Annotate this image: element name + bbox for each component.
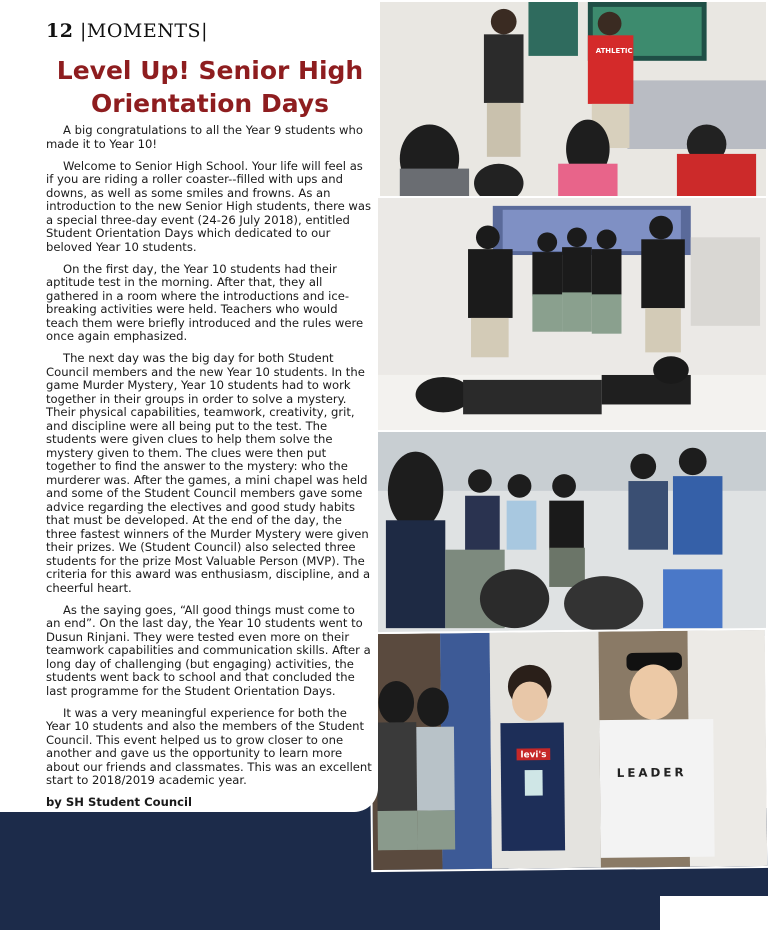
photo-icebreaker-game [372, 196, 768, 434]
paragraph: A big congratulations to all the Year 9 students who made it to Year 10! [46, 123, 363, 151]
paragraph: On the first day, the Year 10 students had their aptitude test in the morning. After that, they all gathered in a room where the introductions and ice-breaking activities were held. Teachers who would teach them were briefly introduced and the rules were once again emphasized. [46, 261, 364, 343]
article-body [46, 124, 372, 810]
photo-classroom-presentation [378, 0, 768, 200]
photo-murder-mystery-game [374, 430, 768, 638]
page-number: 12 [46, 20, 74, 42]
title-line-2: Orientation Days [91, 89, 329, 118]
paragraph: The next day was the big day for both Student Council members and the new Year 10 students. In the game Murder Mystery, Year 10 students had to work together in their groups in order to solve a mystery. Their physical capabilities, teamwork, creativity, grit, and discipline were all being put to the test. The students were given clues to help them solve the mystery given to them. The clues were then put together to find the answer to the mystery: who the murderer was. After the games, a mini chapel was held and some of the Student Council members gave some advice regarding the electives and good study habits that must be developed. At the end of the day, the three fastest winners of the Murder Mystery were given their prizes. We (Student Council) also selected three students for the prize Most Valuable Person (MVP). The criteria for this award was enthusiasm, discipline, and a cheerful heart. [46, 351, 371, 595]
article-title [40, 54, 380, 120]
paragraph: As the saying goes, “All good things must come to an end”. On the last day, the Year 10 students went to Dusun Rinjani. They were tested even more on their teamwork capabilities and communication skills. After a long day of challenging (but engaging) activities, the students went back to school and that concluded the last programme for the Student Orientation Days. [46, 602, 371, 698]
section-label: |MOMENTS| [80, 20, 208, 42]
shirt-logo: levi's [520, 750, 547, 761]
photo-students-smiling [369, 628, 768, 872]
title-line-1: Level Up! Senior High [56, 56, 364, 85]
article-column [0, 0, 378, 812]
shirt-print-leader: LEADER [616, 765, 687, 781]
paragraph: Welcome to Senior High School. Your life will feel as if you are riding a roller coaster--filled with ups and downs, as well as some smiles and frowns. As an introduction to the new Senior High students, there was a special three-day event (24-26 July 2018), entitled Student Orientation Days which dedicated to our beloved Year 10 students. [46, 158, 372, 254]
byline: by SH Student Council [46, 795, 192, 809]
page-header [46, 20, 208, 42]
shirt-print: ATHLETIC [595, 46, 633, 55]
paragraph: It was a very meaningful experience for both the Year 10 students and also the members of the Student Council. This event helped us to grow closer to one another and gave us the opportunity to learn more about our friends and classmates. This was an excellent start to 2018/2019 academic year. [46, 705, 372, 787]
